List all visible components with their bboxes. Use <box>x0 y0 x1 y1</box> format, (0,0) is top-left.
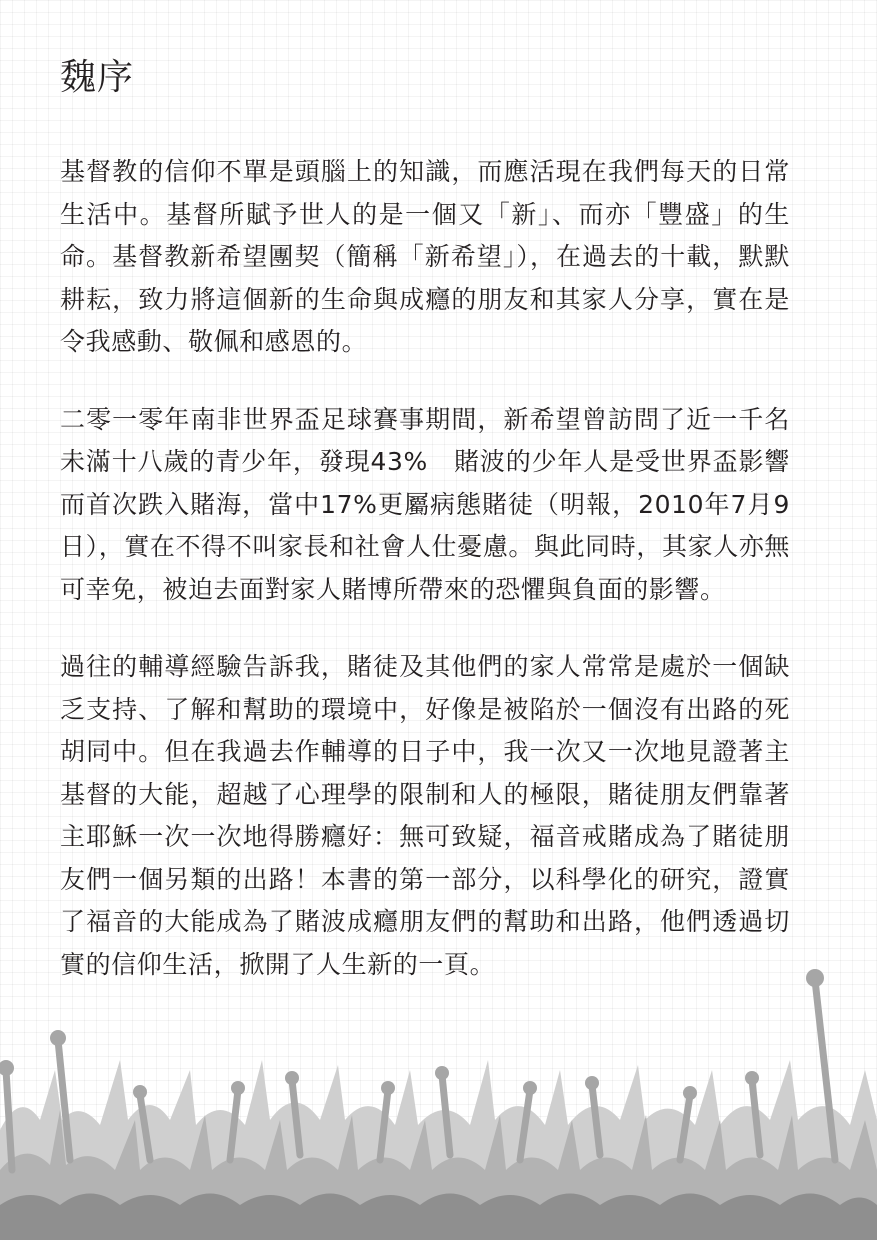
paragraph-3: 過往的輔導經驗告訴我，賭徒及其他們的家人常常是處於一個缺乏支持、了解和幫助的環境中，好像是被陷於一個沒有出路的死胡同中。但在我過去作輔導的日子中，我一次又一次地見證著主基督的大能，超越了心理學的限制和人的極限，賭徒朋友們靠著主耶穌一次一次地得勝癮好：無可致疑，福音戒賭成為了賭徒朋友們一個另類的出路！本書的第一部分，以科學化的研究，證實了福音的大能成為了賭波成癮朋友們的幫助和出路，他們透過切實的信仰生活，掀開了人生新的一頁。 <box>60 652 790 979</box>
paragraph-1: 基督教的信仰不單是頭腦上的知識，而應活現在我們每天的日常生活中。基督所賦予世人的是一個又「新」、而亦「豐盛」的生命。基督教新希望團契（簡稱「新希望」），在過去的十載，默默耕耘，致力將這個新的生命與成癮的朋友和其家人分享，實在是令我感動、敬佩和感恩的。 <box>60 157 790 356</box>
preface-content <box>60 55 790 1021</box>
page-title: 魏序 <box>60 57 135 98</box>
paragraph-2: 二零一零年南非世界盃足球賽事期間，新希望曾訪問了近一千名未滿十八歲的青少年，發現43% 賭波的少年人是受世界盃影響而首次跌入賭海，當中17%更屬病態賭徒（明報，2010年7月9日），實在不得不叫家長和社會人仕憂慮。與此同時，其家人亦無可幸免，被迫去面對家人賭博所帶來的恐懼與負面的影響。 <box>60 404 790 604</box>
